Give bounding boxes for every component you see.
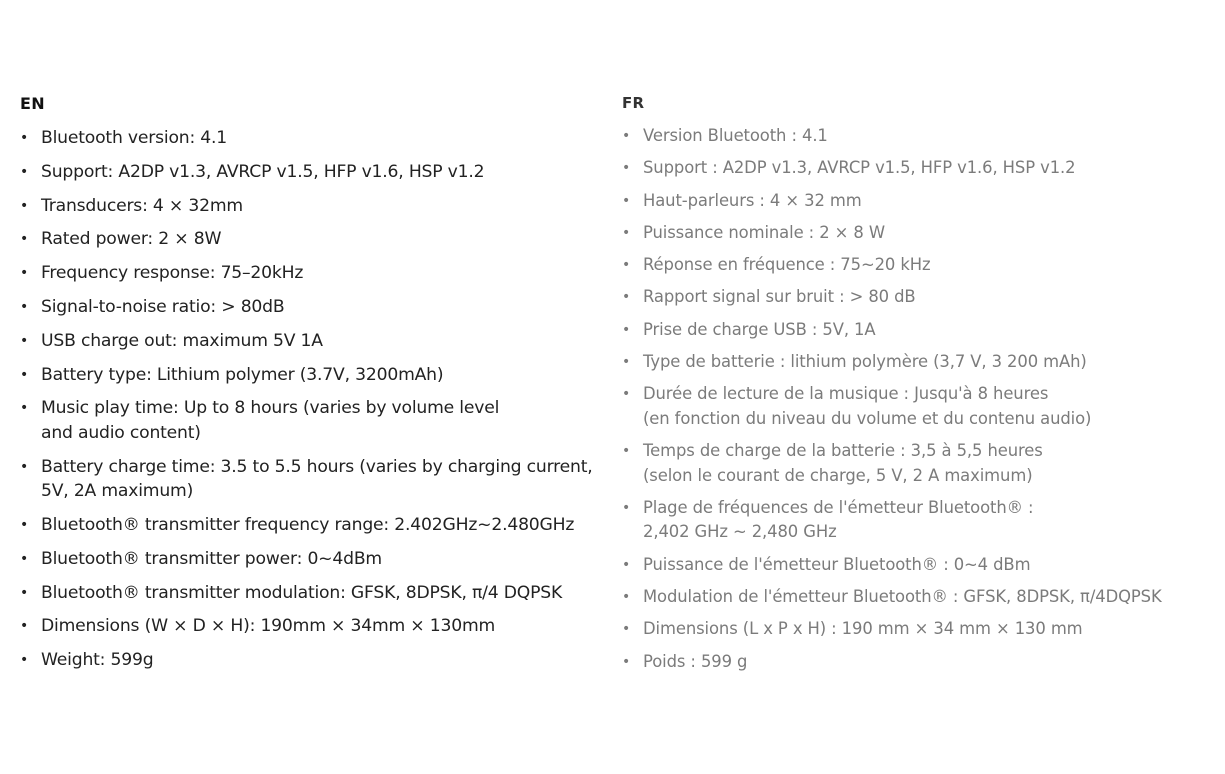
spec-text: Transducers: 4 × 32mm [41,195,243,216]
spec-text: Bluetooth version: 4.1 [41,128,228,148]
spec-text: Dimensions (L x P x H) : 190 mm × 34 mm × 130 mm [643,619,1083,639]
spec-text: Rated power: 2 × 8W [41,229,222,250]
spec-text: Puissance nominale : 2 × 8 W [643,222,885,242]
spec-text: Plage de fréquences de l'émetteur Bluetooth® : [643,497,1034,517]
spec-item [20,513,595,538]
spec-item [622,221,1212,246]
spec-text: Battery charge time: 3.5 to 5.5 hours (varies by charging current, [41,456,593,477]
spec-item [622,285,1212,310]
spec-text-continuation: 5V, 2A maximum) [41,481,194,502]
spec-item [622,439,1212,488]
spec-text: Weight: 599g [41,650,154,671]
spec-text-continuation: and audio content) [41,422,201,443]
spec-item [20,160,595,185]
spec-text: Support: A2DP v1.3, AVRCP v1.5, HFP v1.6, HSP v1.2 [41,161,485,182]
spec-item [20,363,595,388]
bullet-icon: • [622,128,631,144]
bullet-icon: • [20,400,29,417]
spec-text: Durée de lecture de la musique : Jusqu'à 8 heures [643,384,1049,404]
spec-text: Bluetooth® transmitter power: 0~4dBm [41,548,382,569]
spec-item [622,585,1212,610]
spec-text: Version Bluetooth : 4.1 [643,126,828,145]
bullet-icon: • [20,618,29,635]
bullet-icon: • [20,298,29,315]
spec-text-continuation: 2,402 GHz ~ 2,480 GHz [643,522,837,542]
spec-text: Haut-parleurs : 4 × 32 mm [643,190,862,210]
spec-text: Réponse en fréquence : 75~20 kHz [643,255,931,275]
spec-text: Signal-to-noise ratio: > 80dB [41,296,285,317]
bullet-icon: • [622,160,631,177]
spec-item [622,253,1212,278]
spec-text: Temps de charge de la batterie : 3,5 à 5,5 heures [643,441,1043,461]
spec-text: Music play time: Up to 8 hours (varies by volume level [41,398,500,419]
spec-item [622,650,1212,675]
spec-item [20,329,595,354]
bullet-icon: • [20,130,29,146]
spec-text-continuation: (selon le courant de charge, 5 V, 2 A maximum) [643,465,1033,485]
bullet-icon: • [622,289,631,306]
spec-item [622,382,1212,431]
bullet-icon: • [20,516,29,533]
spec-text: Prise de charge USB : 5V, 1A [643,319,876,339]
bullet-icon: • [622,443,631,460]
bullet-icon: • [622,621,631,638]
spec-item [622,496,1212,545]
bullet-icon: • [622,257,631,274]
spec-item [622,553,1212,578]
spec-item [20,261,595,286]
spec-item [622,318,1212,343]
spec-item [20,295,595,320]
bullet-icon: • [20,584,29,601]
spec-item [20,194,595,219]
bullet-icon: • [20,265,29,282]
spec-item [622,156,1212,181]
bullet-icon: • [20,550,29,567]
bullet-icon: • [622,321,631,338]
spec-text-continuation: (en fonction du niveau du volume et du contenu audio) [643,408,1092,428]
bullet-icon: • [622,589,631,606]
spec-item [20,648,595,673]
spec-item [20,455,595,504]
spec-item [622,350,1212,375]
bullet-icon: • [622,499,631,516]
spec-text: Modulation de l'émetteur Bluetooth® : GFSK, 8DPSK, π/4DQPSK [643,587,1162,607]
bullet-icon: • [622,556,631,573]
bullet-icon: • [622,192,631,209]
french-heading: FR [622,94,645,112]
spec-text: Frequency response: 75–20kHz [41,263,304,284]
bullet-icon: • [20,458,29,475]
spec-text: USB charge out: maximum 5V 1A [41,330,323,351]
spec-item [20,227,595,252]
spec-item [622,617,1212,642]
spec-item [20,396,595,445]
bullet-icon: • [622,224,631,241]
bullet-icon: • [20,197,29,214]
spec-text: Puissance de l'émetteur Bluetooth® : 0~4 dBm [643,554,1031,574]
spec-item [622,124,1212,149]
spec-item [622,189,1212,214]
spec-item [20,614,595,639]
bullet-icon: • [20,231,29,248]
spec-text: Rapport signal sur bruit : > 80 dB [643,287,916,307]
bullet-icon: • [20,652,29,669]
english-heading: EN [20,94,45,113]
spec-text: Bluetooth® transmitter modulation: GFSK, 8DPSK, π/4 DQPSK [41,582,563,603]
spec-text: Dimensions (W × D × H): 190mm × 34mm × 130mm [41,616,496,637]
spec-text: Type de batterie : lithium polymère (3,7 V, 3 200 mAh) [643,352,1087,372]
spec-text: Poids : 599 g [643,651,748,671]
bullet-icon: • [622,653,631,670]
bullet-icon: • [20,332,29,349]
bullet-icon: • [622,386,631,403]
spec-item [20,547,595,572]
french-spec-list [622,124,1212,682]
spec-text: Support : A2DP v1.3, AVRCP v1.5, HFP v1.6, HSP v1.2 [643,158,1076,178]
spec-item [20,126,595,151]
bullet-icon: • [622,354,631,371]
spec-text: Bluetooth® transmitter frequency range: 2.402GHz~2.480GHz [41,514,575,535]
bullet-icon: • [20,163,29,180]
spec-item [20,581,595,606]
bullet-icon: • [20,366,29,383]
spec-text: Battery type: Lithium polymer (3.7V, 3200mAh) [41,364,444,385]
english-spec-list [20,126,595,682]
